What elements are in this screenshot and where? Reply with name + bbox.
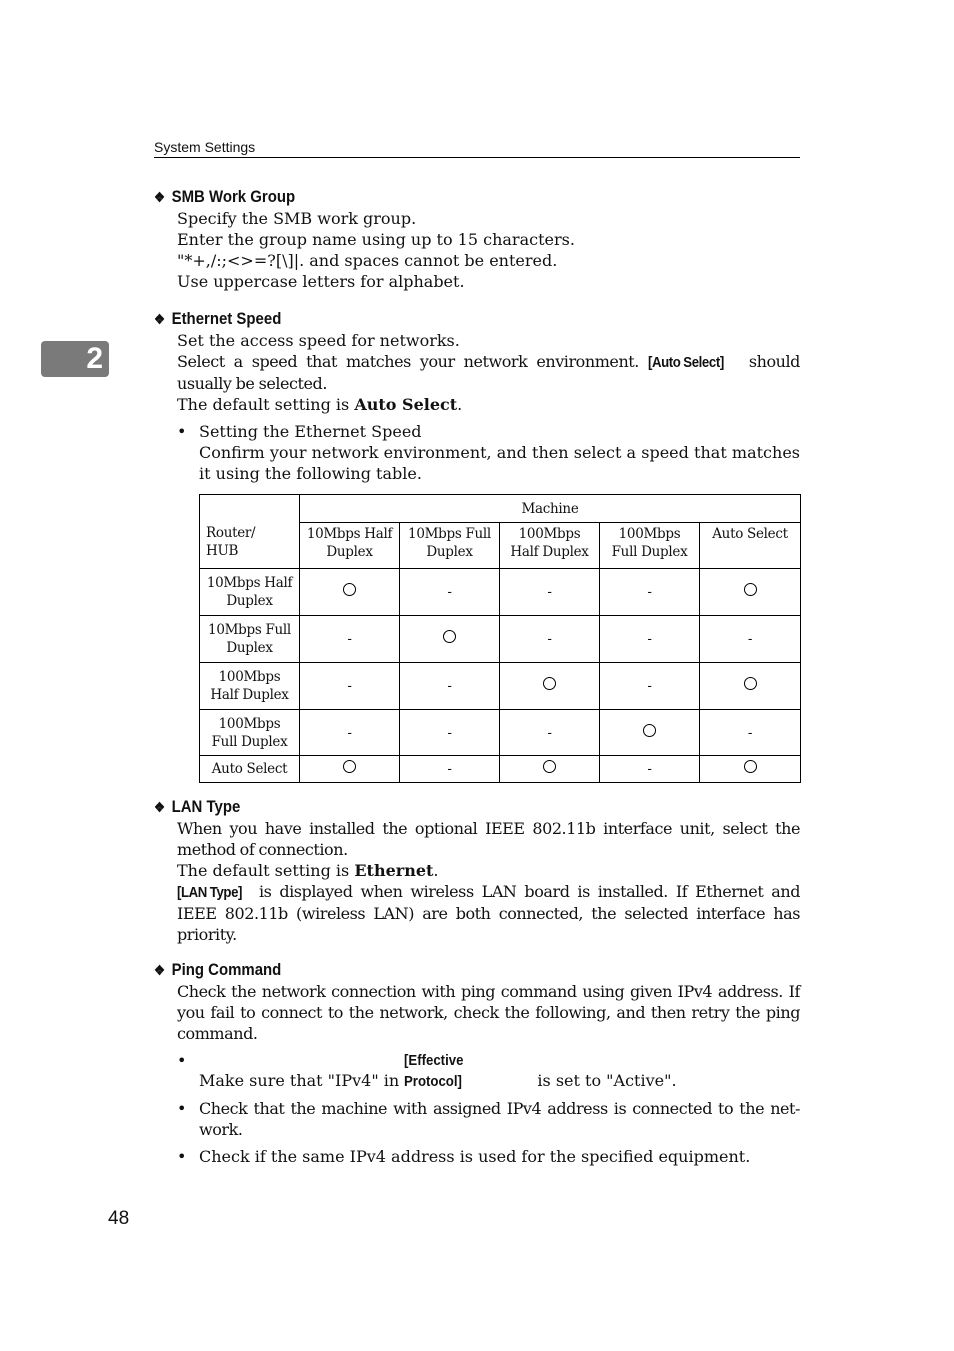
ping-bullet-3 [177, 1146, 800, 1167]
incompatible-cell: - [500, 616, 600, 663]
ethernet-body [177, 330, 800, 484]
lan-para-3 [177, 881, 800, 945]
corner-label-2: HUB [206, 543, 239, 559]
diamond-bullet-icon: ❖ [154, 311, 166, 327]
diamond-bullet-icon: ❖ [154, 962, 166, 978]
smb-section [154, 186, 800, 292]
smb-line-4: Use uppercase letters for alphabet. [177, 272, 465, 291]
row-header [200, 569, 300, 616]
column-header-line: 100Mbps [518, 526, 581, 542]
incompatible-cell: - [600, 569, 700, 616]
table-row [200, 616, 801, 663]
column-header-line: 10Mbps Full [408, 526, 491, 542]
ping-title: Ping Command [171, 960, 282, 979]
ethernet-title: Ethernet Speed [171, 309, 282, 328]
incompatible-cell: - [500, 710, 600, 756]
row-header-line: 10Mbps Full [208, 622, 291, 638]
compatible-cell [700, 756, 801, 783]
ethernet-line-2-text: Select a speed that matches your network environment. [177, 352, 639, 371]
diamond-bullet-icon: ❖ [154, 189, 166, 205]
row-header [200, 756, 300, 783]
smb-line-1: Specify the SMB work group. [177, 209, 417, 228]
row-header [200, 710, 300, 756]
ping-bullet-2 [177, 1098, 800, 1140]
table-header-row [200, 495, 801, 523]
incompatible-cell: - [700, 710, 801, 756]
table-body [200, 569, 801, 783]
chapter-tab: 2 [41, 341, 109, 377]
default-value: Ethernet [354, 861, 434, 880]
row-header-line: Auto Select [211, 761, 288, 777]
circle-mark-icon [744, 583, 757, 596]
period: . [433, 861, 439, 880]
lan-body [177, 818, 800, 945]
default-label: The default setting is [177, 861, 350, 880]
ethernet-line-1: Set the access speed for networks. [177, 331, 460, 350]
incompatible-cell: - [400, 710, 500, 756]
row-header [200, 663, 300, 710]
ping-body [177, 981, 800, 1167]
ethernet-bullet-text: Confirm your network environment, and then select a speed that matches it using the following table. [199, 443, 800, 483]
circle-mark-icon [343, 760, 356, 773]
incompatible-cell: - [600, 616, 700, 663]
auto-select-ui-label: [Auto Select] [647, 354, 724, 371]
ping-bullet-3-text: Check if the same IPv4 address is used for the specified equipment. [199, 1147, 751, 1166]
lan-line-2 [177, 860, 800, 881]
column-header [500, 523, 600, 569]
ethernet-line-2-end: should usually be selected. [177, 352, 800, 393]
ethernet-heading [154, 308, 722, 330]
column-header-line: Auto Select [712, 526, 788, 542]
ping-heading [154, 959, 722, 981]
ping-bullet-2-text: Check that the machine with assigned IPv4 address is connected to the net-work. [199, 1099, 800, 1139]
column-header [700, 523, 801, 569]
circle-mark-icon [643, 724, 656, 737]
compatible-cell [700, 663, 801, 710]
lan-heading [154, 796, 722, 818]
circle-mark-icon [744, 677, 757, 690]
incompatible-cell: - [600, 663, 700, 710]
bullet-dot-icon: • [177, 422, 187, 441]
bullet-dot-icon: • [177, 1147, 187, 1166]
incompatible-cell: - [400, 569, 500, 616]
incompatible-cell: - [600, 756, 700, 783]
incompatible-cell: - [400, 756, 500, 783]
row-header-line: Duplex [226, 640, 273, 656]
circle-mark-icon [543, 760, 556, 773]
row-header [200, 616, 300, 663]
incompatible-cell: - [300, 616, 400, 663]
running-header: System Settings [154, 139, 800, 158]
effective-protocol-ui-label: [Effective Protocol] [404, 1052, 464, 1090]
machine-header: Machine [300, 495, 801, 523]
ethernet-bullet-title: Setting the Ethernet Speed [199, 422, 422, 441]
ping-bullet-1-text [199, 1050, 800, 1092]
incompatible-cell: - [300, 710, 400, 756]
incompatible-cell: - [700, 616, 801, 663]
circle-mark-icon [443, 630, 456, 643]
lan-type-ui-label: [LAN Type] [177, 884, 243, 901]
diamond-bullet-icon: ❖ [154, 799, 166, 815]
column-header [400, 523, 500, 569]
row-header-line: 100Mbps [218, 715, 281, 732]
compatible-cell [300, 756, 400, 783]
column-header [600, 523, 700, 569]
column-header-line: 100Mbps [618, 526, 681, 542]
column-header-line: Duplex [326, 544, 373, 560]
row-header-line: 100Mbps [218, 669, 281, 685]
ethernet-section [154, 308, 800, 484]
router-hub-header [200, 495, 300, 569]
bullet-dot-icon: • [177, 1051, 187, 1070]
lan-para-1: When you have installed the optional IEEE 802.11b interface unit, select the method of connection. [177, 819, 800, 859]
corner-label-1: Router/ [206, 525, 256, 541]
lan-para-3-text: is displayed when wireless LAN board is installed. If Ethernet and IEEE 802.11b (wireless LAN) are both connected, the selected interface has priority. [177, 882, 800, 944]
bullet-1-post: is set to "Active". [537, 1071, 677, 1090]
smb-line-3: "*+,/:;<>=?[\]|. and spaces cannot be entered. [177, 251, 558, 270]
row-header-line: Duplex [226, 593, 273, 609]
ping-section [154, 959, 800, 1167]
incompatible-cell: - [400, 663, 500, 710]
circle-mark-icon [744, 760, 757, 773]
table-row [200, 756, 801, 783]
ping-para: Check the network connection with ping command using given IPv4 address. If you fail to connect to the network, check the following, and then retry the ping command. [177, 982, 800, 1043]
compatible-cell [500, 663, 600, 710]
lan-title: LAN Type [171, 797, 241, 816]
smb-title: SMB Work Group [171, 187, 296, 206]
period: . [457, 395, 463, 414]
row-header-line: Half Duplex [210, 687, 289, 703]
smb-body [177, 208, 800, 292]
ethernet-line-3 [177, 394, 800, 415]
compatible-cell [300, 569, 400, 616]
bullet-1-pre: Make sure that "IPv4" in [199, 1071, 400, 1090]
row-header-line: Full Duplex [211, 733, 288, 750]
incompatible-cell: - [500, 569, 600, 616]
default-value: Auto Select [354, 395, 458, 414]
ethernet-speed-table [199, 494, 801, 783]
column-header-line: Half Duplex [510, 544, 589, 560]
lan-section [154, 796, 800, 945]
page-number: 48 [108, 1208, 130, 1229]
table-row [200, 710, 801, 756]
default-label: The default setting is [177, 395, 350, 414]
incompatible-cell: - [300, 663, 400, 710]
column-header-line: Full Duplex [611, 544, 688, 560]
compatible-cell [400, 616, 500, 663]
column-header-line: 10Mbps Half [306, 526, 393, 542]
column-header-line: Duplex [426, 544, 473, 560]
ethernet-bullet [177, 421, 800, 484]
row-header-line: 10Mbps Half [206, 575, 293, 591]
table-row [200, 663, 801, 710]
table-row [200, 569, 801, 616]
bullet-dot-icon: • [177, 1099, 187, 1118]
smb-line-2: Enter the group name using up to 15 characters. [177, 230, 575, 249]
ping-bullet-1 [177, 1050, 800, 1092]
compatible-cell [600, 710, 700, 756]
circle-mark-icon [543, 677, 556, 690]
circle-mark-icon [343, 583, 356, 596]
ethernet-line-2 [177, 351, 800, 394]
compatible-cell [700, 569, 801, 616]
compatible-cell [500, 756, 600, 783]
smb-heading [154, 186, 722, 208]
column-header [300, 523, 400, 569]
